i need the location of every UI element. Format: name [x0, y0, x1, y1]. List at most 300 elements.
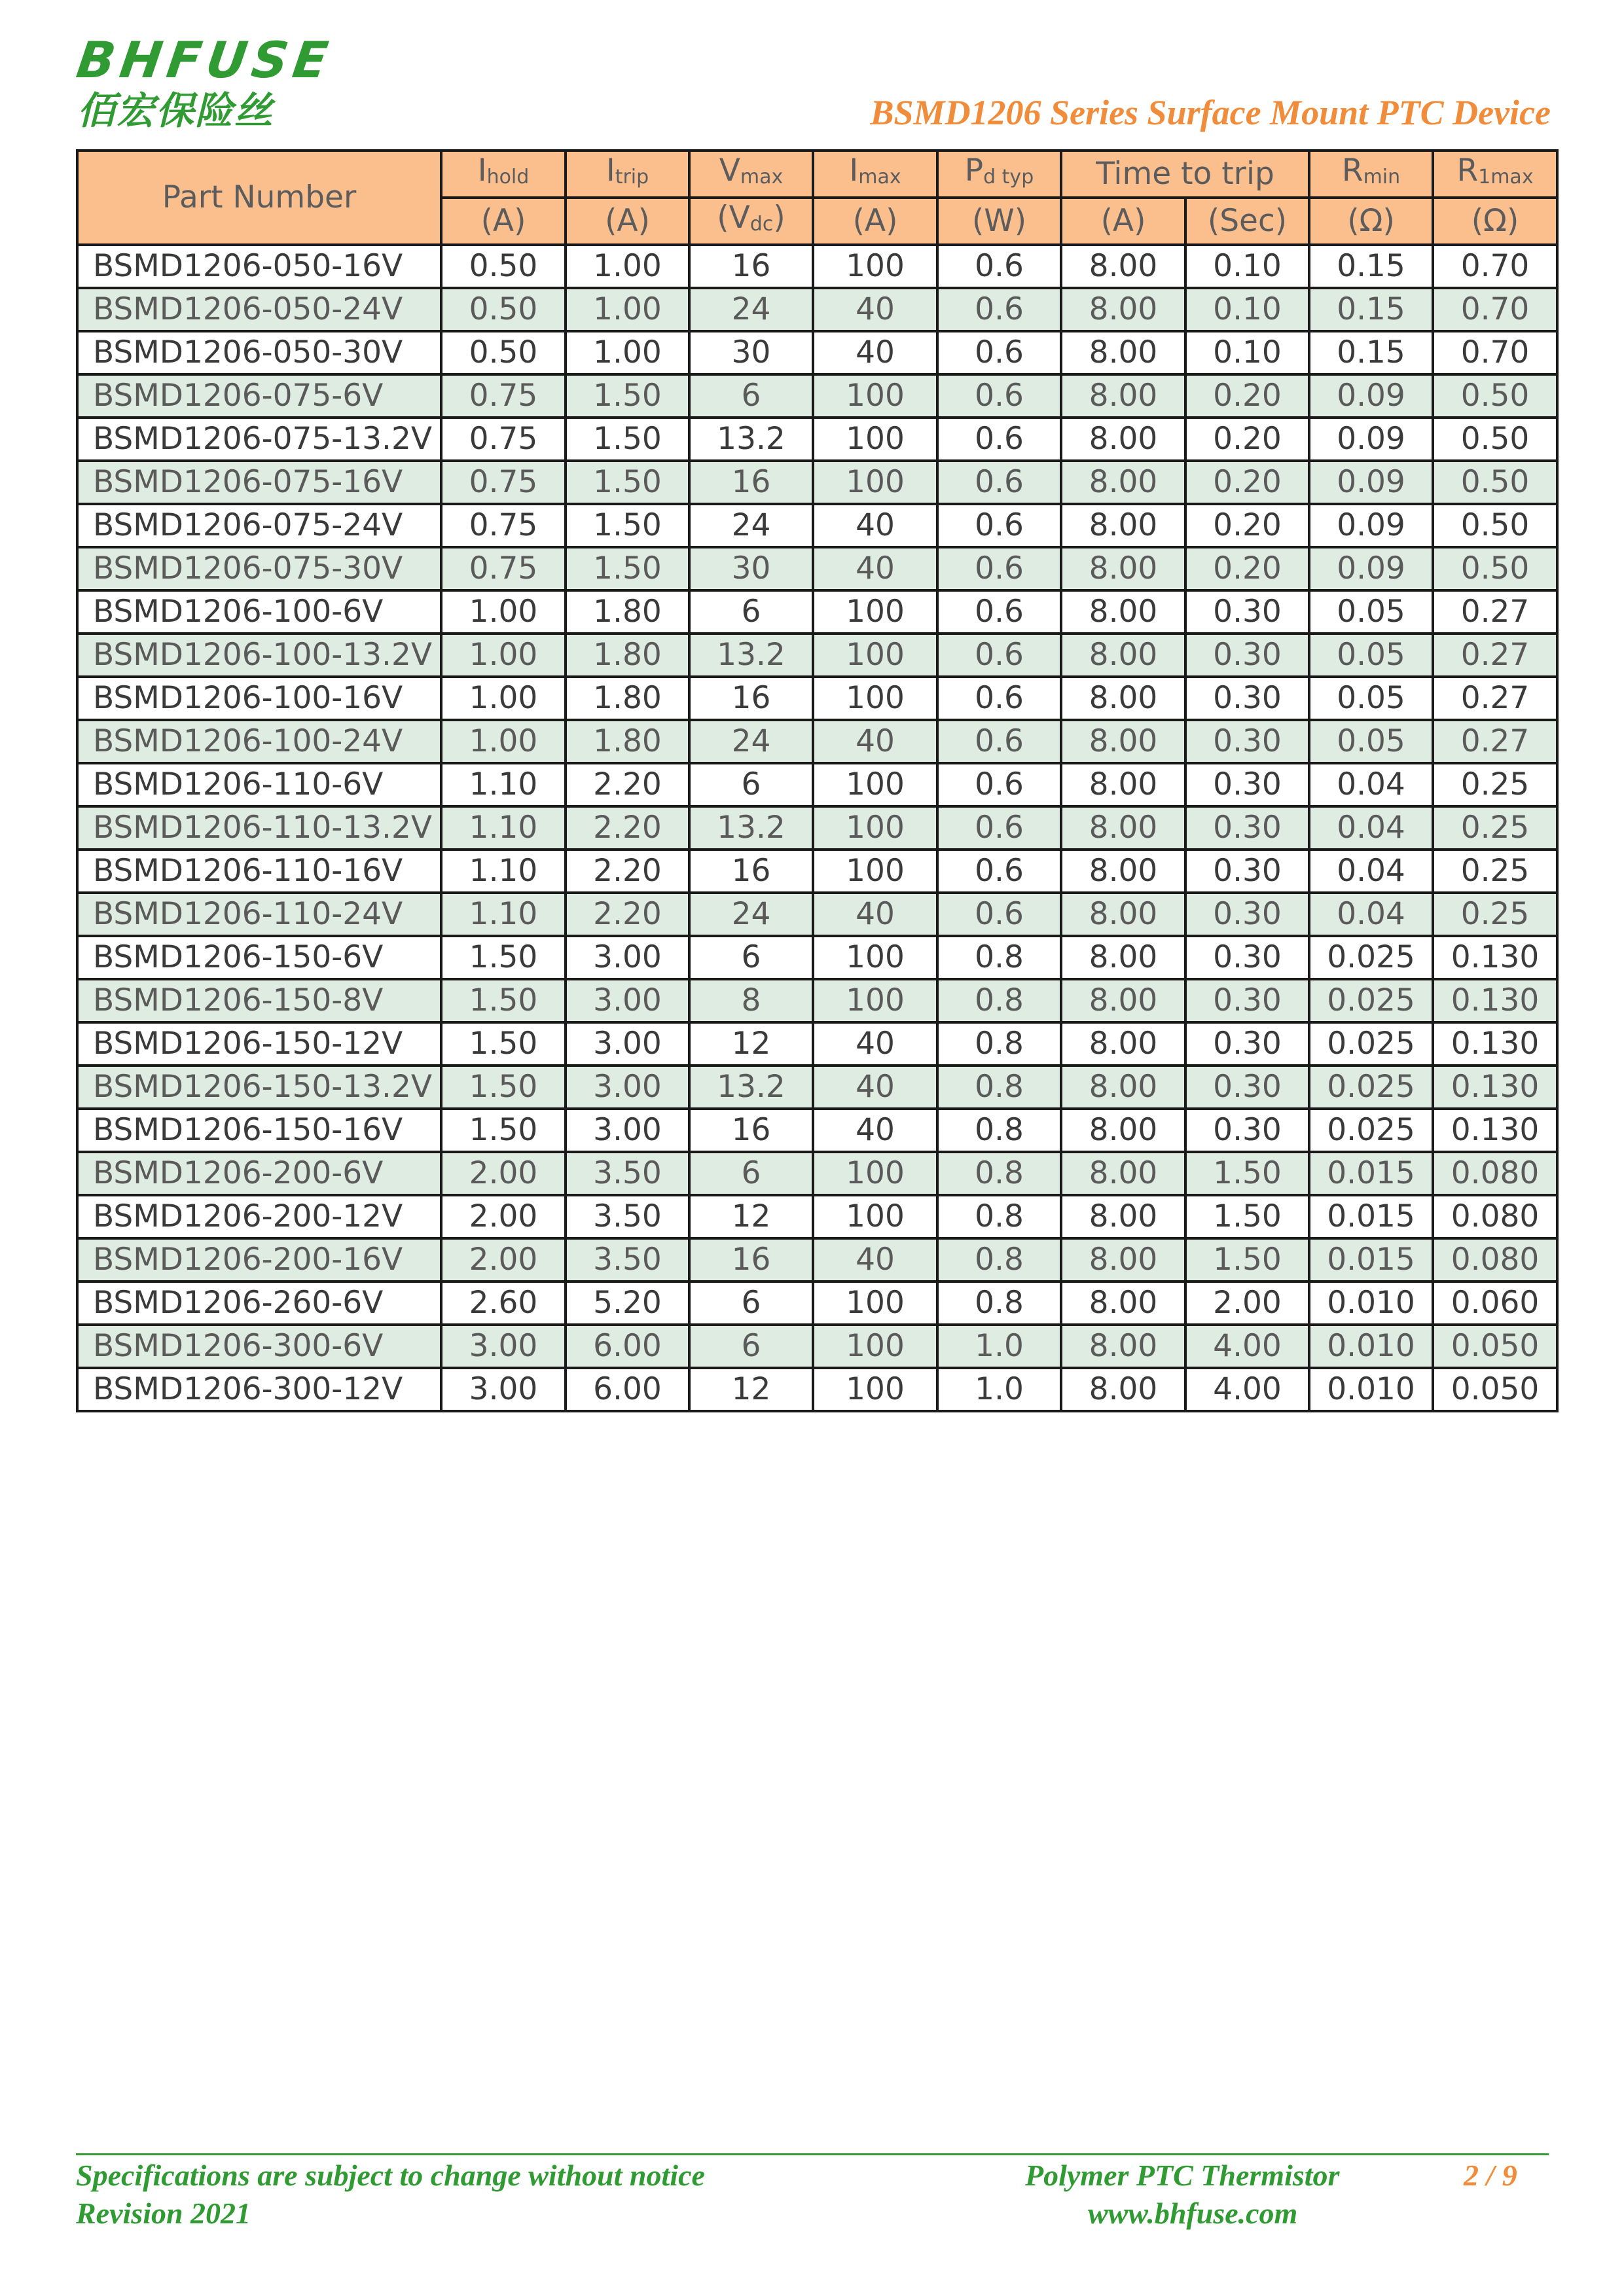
- cell-ttt-time: 0.20: [1185, 461, 1309, 504]
- cell-ttt-time: 0.30: [1185, 763, 1309, 806]
- table-row: [77, 1022, 1557, 1066]
- table-row: [77, 936, 1557, 979]
- cell-r1max: 0.080: [1433, 1238, 1557, 1282]
- cell-itrip: 2.20: [566, 806, 689, 850]
- cell-part-number: BSMD1206-110-24V: [77, 893, 441, 936]
- cell-rmin: 0.05: [1309, 634, 1433, 677]
- table-row: [77, 893, 1557, 936]
- cell-ihold: 0.75: [441, 504, 566, 547]
- cell-rmin: 0.04: [1309, 893, 1433, 936]
- cell-itrip: 3.50: [566, 1152, 689, 1195]
- cell-vmax: 24: [689, 893, 813, 936]
- cell-r1max: 0.060: [1433, 1282, 1557, 1325]
- cell-imax: 40: [813, 331, 937, 374]
- cell-part-number: BSMD1206-050-30V: [77, 331, 441, 374]
- cell-vmax: 16: [689, 677, 813, 720]
- cell-ttt-current: 8.00: [1061, 1195, 1185, 1238]
- unit-pd: (W): [937, 198, 1061, 245]
- cell-ttt-time: 4.00: [1185, 1325, 1309, 1368]
- cell-r1max: 0.70: [1433, 288, 1557, 331]
- cell-pd: 0.6: [937, 763, 1061, 806]
- cell-part-number: BSMD1206-100-13.2V: [77, 634, 441, 677]
- cell-pd: 0.6: [937, 893, 1061, 936]
- cell-vmax: 6: [689, 590, 813, 634]
- cell-imax: 40: [813, 1022, 937, 1066]
- unit-imax: (A): [813, 198, 937, 245]
- cell-vmax: 30: [689, 547, 813, 590]
- cell-itrip: 3.50: [566, 1195, 689, 1238]
- footer-page-number: 2 / 9: [1464, 2159, 1517, 2192]
- cell-ttt-current: 8.00: [1061, 634, 1185, 677]
- table-row: [77, 1368, 1557, 1411]
- cell-ttt-current: 8.00: [1061, 374, 1185, 418]
- footer-website: www.bhfuse.com: [1088, 2197, 1298, 2230]
- cell-itrip: 6.00: [566, 1325, 689, 1368]
- cell-ihold: 1.00: [441, 590, 566, 634]
- table-row: [77, 1238, 1557, 1282]
- unit-itrip: (A): [566, 198, 689, 245]
- footer-divider: [76, 2153, 1549, 2155]
- cell-part-number: BSMD1206-150-16V: [77, 1109, 441, 1152]
- cell-rmin: 0.015: [1309, 1238, 1433, 1282]
- cell-itrip: 1.50: [566, 418, 689, 461]
- cell-rmin: 0.04: [1309, 850, 1433, 893]
- cell-imax: 100: [813, 461, 937, 504]
- cell-itrip: 3.00: [566, 1022, 689, 1066]
- cell-part-number: BSMD1206-200-12V: [77, 1195, 441, 1238]
- cell-vmax: 6: [689, 374, 813, 418]
- spec-table-body: [77, 245, 1557, 1411]
- table-row: [77, 1152, 1557, 1195]
- cell-vmax: 6: [689, 1325, 813, 1368]
- cell-ihold: 1.10: [441, 850, 566, 893]
- cell-rmin: 0.010: [1309, 1368, 1433, 1411]
- cell-ihold: 1.10: [441, 806, 566, 850]
- cell-r1max: 0.27: [1433, 590, 1557, 634]
- cell-itrip: 3.50: [566, 1238, 689, 1282]
- cell-ttt-time: 0.30: [1185, 979, 1309, 1022]
- cell-ttt-time: 0.20: [1185, 374, 1309, 418]
- cell-imax: 100: [813, 418, 937, 461]
- header-pd: $P_{d typ}$: [937, 151, 1061, 198]
- cell-pd: 0.6: [937, 634, 1061, 677]
- cell-pd: 0.6: [937, 288, 1061, 331]
- cell-ttt-current: 8.00: [1061, 806, 1185, 850]
- table-row: [77, 418, 1557, 461]
- cell-pd: 0.6: [937, 331, 1061, 374]
- cell-r1max: 0.130: [1433, 936, 1557, 979]
- table-row: [77, 245, 1557, 288]
- cell-pd: 0.6: [937, 806, 1061, 850]
- cell-rmin: 0.025: [1309, 1109, 1433, 1152]
- cell-part-number: BSMD1206-300-12V: [77, 1368, 441, 1411]
- cell-part-number: BSMD1206-075-30V: [77, 547, 441, 590]
- footer-revision: Revision 2021: [76, 2197, 251, 2230]
- cell-ihold: 1.50: [441, 1022, 566, 1066]
- cell-vmax: 16: [689, 461, 813, 504]
- cell-vmax: 24: [689, 720, 813, 763]
- cell-r1max: 0.050: [1433, 1325, 1557, 1368]
- table-row: [77, 1325, 1557, 1368]
- cell-vmax: 12: [689, 1022, 813, 1066]
- cell-ttt-time: 0.30: [1185, 1022, 1309, 1066]
- cell-ttt-time: 0.30: [1185, 634, 1309, 677]
- cell-r1max: 0.50: [1433, 418, 1557, 461]
- cell-rmin: 0.15: [1309, 288, 1433, 331]
- unit-ttt-time: (Sec): [1185, 198, 1309, 245]
- cell-part-number: BSMD1206-260-6V: [77, 1282, 441, 1325]
- cell-imax: 100: [813, 763, 937, 806]
- table-row: [77, 850, 1557, 893]
- cell-r1max: 0.130: [1433, 1109, 1557, 1152]
- cell-ihold: 2.00: [441, 1195, 566, 1238]
- cell-rmin: 0.010: [1309, 1325, 1433, 1368]
- cell-ttt-time: 0.20: [1185, 418, 1309, 461]
- cell-itrip: 1.80: [566, 590, 689, 634]
- cell-ttt-time: 0.30: [1185, 1109, 1309, 1152]
- cell-imax: 40: [813, 1066, 937, 1109]
- cell-pd: 1.0: [937, 1368, 1061, 1411]
- cell-itrip: 2.20: [566, 893, 689, 936]
- cell-rmin: 0.010: [1309, 1282, 1433, 1325]
- cell-ttt-time: 0.10: [1185, 288, 1309, 331]
- table-row: [77, 504, 1557, 547]
- cell-pd: 0.6: [937, 547, 1061, 590]
- cell-rmin: 0.025: [1309, 936, 1433, 979]
- header-vmax: $V_{max}$: [689, 151, 813, 198]
- cell-part-number: BSMD1206-100-24V: [77, 720, 441, 763]
- cell-ttt-current: 8.00: [1061, 461, 1185, 504]
- cell-ttt-time: 0.30: [1185, 850, 1309, 893]
- cell-pd: 0.8: [937, 1022, 1061, 1066]
- cell-part-number: BSMD1206-110-13.2V: [77, 806, 441, 850]
- cell-ttt-current: 8.00: [1061, 590, 1185, 634]
- cell-ihold: 0.75: [441, 418, 566, 461]
- cell-vmax: 8: [689, 979, 813, 1022]
- cell-ttt-current: 8.00: [1061, 418, 1185, 461]
- table-row: [77, 590, 1557, 634]
- header-r1max: $R_{1max}$: [1433, 151, 1557, 198]
- cell-rmin: 0.05: [1309, 590, 1433, 634]
- cell-part-number: BSMD1206-200-16V: [77, 1238, 441, 1282]
- cell-r1max: 0.27: [1433, 677, 1557, 720]
- cell-rmin: 0.15: [1309, 245, 1433, 288]
- cell-ttt-current: 8.00: [1061, 720, 1185, 763]
- cell-ttt-time: 0.10: [1185, 331, 1309, 374]
- cell-ihold: 0.75: [441, 547, 566, 590]
- cell-itrip: 3.00: [566, 979, 689, 1022]
- cell-vmax: 6: [689, 936, 813, 979]
- cell-part-number: BSMD1206-150-12V: [77, 1022, 441, 1066]
- cell-imax: 100: [813, 1152, 937, 1195]
- cell-imax: 40: [813, 288, 937, 331]
- cell-imax: 100: [813, 850, 937, 893]
- cell-pd: 0.8: [937, 1282, 1061, 1325]
- cell-r1max: 0.050: [1433, 1368, 1557, 1411]
- cell-ihold: 0.75: [441, 461, 566, 504]
- cell-pd: 0.6: [937, 461, 1061, 504]
- cell-ttt-time: 4.00: [1185, 1368, 1309, 1411]
- cell-vmax: 6: [689, 763, 813, 806]
- cell-ttt-time: 0.30: [1185, 1066, 1309, 1109]
- cell-pd: 0.8: [937, 1109, 1061, 1152]
- cell-itrip: 1.50: [566, 504, 689, 547]
- table-row: [77, 720, 1557, 763]
- table-row: [77, 331, 1557, 374]
- cell-ttt-time: 2.00: [1185, 1282, 1309, 1325]
- cell-rmin: 0.09: [1309, 418, 1433, 461]
- cell-vmax: 13.2: [689, 806, 813, 850]
- cell-pd: 0.6: [937, 720, 1061, 763]
- cell-part-number: BSMD1206-075-24V: [77, 504, 441, 547]
- cell-part-number: BSMD1206-075-13.2V: [77, 418, 441, 461]
- cell-r1max: 0.130: [1433, 979, 1557, 1022]
- cell-rmin: 0.025: [1309, 1066, 1433, 1109]
- cell-r1max: 0.70: [1433, 245, 1557, 288]
- cell-imax: 100: [813, 979, 937, 1022]
- cell-rmin: 0.04: [1309, 806, 1433, 850]
- cell-itrip: 1.50: [566, 547, 689, 590]
- table-row: [77, 634, 1557, 677]
- cell-r1max: 0.130: [1433, 1066, 1557, 1109]
- cell-vmax: 13.2: [689, 418, 813, 461]
- cell-ttt-time: 0.20: [1185, 547, 1309, 590]
- cell-imax: 100: [813, 677, 937, 720]
- cell-rmin: 0.09: [1309, 547, 1433, 590]
- table-row: [77, 1109, 1557, 1152]
- cell-r1max: 0.25: [1433, 850, 1557, 893]
- cell-pd: 0.8: [937, 1238, 1061, 1282]
- cell-imax: 100: [813, 1368, 937, 1411]
- cell-vmax: 16: [689, 245, 813, 288]
- cell-rmin: 0.05: [1309, 677, 1433, 720]
- cell-rmin: 0.05: [1309, 720, 1433, 763]
- cell-ihold: 1.50: [441, 979, 566, 1022]
- cell-ttt-current: 8.00: [1061, 893, 1185, 936]
- cell-r1max: 0.25: [1433, 806, 1557, 850]
- cell-ttt-current: 8.00: [1061, 1325, 1185, 1368]
- cell-r1max: 0.50: [1433, 504, 1557, 547]
- cell-vmax: 12: [689, 1195, 813, 1238]
- table-row: [77, 1195, 1557, 1238]
- unit-rmin: (Ω): [1309, 198, 1433, 245]
- cell-imax: 100: [813, 806, 937, 850]
- cell-itrip: 1.50: [566, 461, 689, 504]
- cell-r1max: 0.25: [1433, 763, 1557, 806]
- footer-product: Polymer PTC Thermistor: [1025, 2159, 1340, 2192]
- cell-imax: 100: [813, 590, 937, 634]
- cell-ttt-current: 8.00: [1061, 850, 1185, 893]
- table-row: [77, 288, 1557, 331]
- cell-r1max: 0.080: [1433, 1195, 1557, 1238]
- cell-r1max: 0.70: [1433, 331, 1557, 374]
- header-rmin: $R_{min}$: [1309, 151, 1433, 198]
- cell-ihold: 3.00: [441, 1368, 566, 1411]
- cell-pd: 0.6: [937, 850, 1061, 893]
- cell-vmax: 16: [689, 1238, 813, 1282]
- cell-itrip: 1.00: [566, 288, 689, 331]
- cell-ttt-time: 0.30: [1185, 720, 1309, 763]
- table-row: [77, 1282, 1557, 1325]
- header-time-to-trip: Time to trip: [1061, 151, 1309, 198]
- cell-ttt-current: 8.00: [1061, 504, 1185, 547]
- cell-r1max: 0.25: [1433, 893, 1557, 936]
- cell-part-number: BSMD1206-050-16V: [77, 245, 441, 288]
- cell-imax: 40: [813, 1238, 937, 1282]
- cell-part-number: BSMD1206-150-8V: [77, 979, 441, 1022]
- cell-vmax: 12: [689, 1368, 813, 1411]
- cell-r1max: 0.080: [1433, 1152, 1557, 1195]
- header-imax: $I_{max}$: [813, 151, 937, 198]
- cell-ttt-current: 8.00: [1061, 1282, 1185, 1325]
- cell-imax: 100: [813, 1282, 937, 1325]
- cell-ttt-current: 8.00: [1061, 1109, 1185, 1152]
- cell-vmax: 13.2: [689, 1066, 813, 1109]
- cell-ihold: 2.00: [441, 1238, 566, 1282]
- cell-rmin: 0.09: [1309, 504, 1433, 547]
- cell-ttt-time: 0.10: [1185, 245, 1309, 288]
- cell-itrip: 1.00: [566, 245, 689, 288]
- cell-ttt-time: 0.30: [1185, 677, 1309, 720]
- cell-itrip: 1.80: [566, 720, 689, 763]
- cell-ttt-time: 0.30: [1185, 893, 1309, 936]
- cell-itrip: 6.00: [566, 1368, 689, 1411]
- cell-r1max: 0.27: [1433, 720, 1557, 763]
- cell-itrip: 5.20: [566, 1282, 689, 1325]
- cell-r1max: 0.27: [1433, 634, 1557, 677]
- cell-ihold: 2.00: [441, 1152, 566, 1195]
- cell-ttt-current: 8.00: [1061, 677, 1185, 720]
- cell-ttt-current: 8.00: [1061, 936, 1185, 979]
- cell-imax: 100: [813, 1195, 937, 1238]
- cell-rmin: 0.025: [1309, 1022, 1433, 1066]
- cell-part-number: BSMD1206-110-6V: [77, 763, 441, 806]
- cell-ttt-time: 0.30: [1185, 590, 1309, 634]
- cell-vmax: 6: [689, 1282, 813, 1325]
- cell-ihold: 0.50: [441, 288, 566, 331]
- table-row: [77, 806, 1557, 850]
- cell-vmax: 6: [689, 1152, 813, 1195]
- cell-part-number: BSMD1206-200-6V: [77, 1152, 441, 1195]
- header-part-number: Part Number: [77, 151, 441, 245]
- cell-part-number: BSMD1206-100-16V: [77, 677, 441, 720]
- cell-imax: 40: [813, 504, 937, 547]
- cell-ttt-time: 1.50: [1185, 1195, 1309, 1238]
- cell-ihold: 2.60: [441, 1282, 566, 1325]
- cell-itrip: 3.00: [566, 1109, 689, 1152]
- cell-ihold: 1.50: [441, 1109, 566, 1152]
- cell-imax: 40: [813, 1109, 937, 1152]
- header-ihold: $I_{hold}$: [441, 151, 566, 198]
- cell-rmin: 0.15: [1309, 331, 1433, 374]
- cell-pd: 0.8: [937, 979, 1061, 1022]
- cell-ihold: 1.00: [441, 720, 566, 763]
- company-logo: [73, 31, 337, 139]
- unit-ttt-current: (A): [1061, 198, 1185, 245]
- cell-rmin: 0.015: [1309, 1195, 1433, 1238]
- cell-r1max: 0.50: [1433, 374, 1557, 418]
- cell-ttt-current: 8.00: [1061, 763, 1185, 806]
- cell-pd: 0.8: [937, 1152, 1061, 1195]
- cell-r1max: 0.130: [1433, 1022, 1557, 1066]
- cell-vmax: 24: [689, 504, 813, 547]
- cell-pd: 1.0: [937, 1325, 1061, 1368]
- cell-imax: 40: [813, 720, 937, 763]
- cell-vmax: 24: [689, 288, 813, 331]
- cell-part-number: BSMD1206-110-16V: [77, 850, 441, 893]
- cell-ttt-current: 8.00: [1061, 547, 1185, 590]
- cell-rmin: 0.09: [1309, 461, 1433, 504]
- table-header-row: [77, 151, 1557, 198]
- cell-ttt-current: 8.00: [1061, 1152, 1185, 1195]
- table-row: [77, 763, 1557, 806]
- cell-pd: 0.8: [937, 1066, 1061, 1109]
- cell-ihold: 1.50: [441, 1066, 566, 1109]
- cell-imax: 100: [813, 936, 937, 979]
- table-row: [77, 461, 1557, 504]
- cell-ihold: 0.75: [441, 374, 566, 418]
- cell-vmax: 16: [689, 1109, 813, 1152]
- cell-ttt-current: 8.00: [1061, 1066, 1185, 1109]
- cell-vmax: 16: [689, 850, 813, 893]
- cell-rmin: 0.09: [1309, 374, 1433, 418]
- cell-ihold: 1.00: [441, 634, 566, 677]
- cell-itrip: 2.20: [566, 763, 689, 806]
- cell-itrip: 3.00: [566, 1066, 689, 1109]
- cell-ttt-current: 8.00: [1061, 245, 1185, 288]
- cell-vmax: 30: [689, 331, 813, 374]
- cell-pd: 0.8: [937, 936, 1061, 979]
- unit-r1max: (Ω): [1433, 198, 1557, 245]
- cell-pd: 0.6: [937, 245, 1061, 288]
- table-row: [77, 677, 1557, 720]
- cell-ttt-current: 8.00: [1061, 1368, 1185, 1411]
- spec-table: [76, 149, 1559, 1412]
- cell-ttt-current: 8.00: [1061, 288, 1185, 331]
- cell-imax: 40: [813, 547, 937, 590]
- cell-imax: 40: [813, 893, 937, 936]
- cell-itrip: 1.50: [566, 374, 689, 418]
- cell-ihold: 3.00: [441, 1325, 566, 1368]
- cell-part-number: BSMD1206-075-6V: [77, 374, 441, 418]
- cell-itrip: 1.00: [566, 331, 689, 374]
- document-title: BSMD1206 Series Surface Mount PTC Device: [870, 93, 1551, 132]
- table-row: [77, 1066, 1557, 1109]
- unit-vmax: $(V_{dc})$: [689, 198, 813, 245]
- cell-imax: 100: [813, 634, 937, 677]
- cell-ttt-current: 8.00: [1061, 1238, 1185, 1282]
- cell-ttt-time: 0.30: [1185, 806, 1309, 850]
- table-row: [77, 979, 1557, 1022]
- cell-ihold: 1.50: [441, 936, 566, 979]
- cell-ttt-time: 1.50: [1185, 1152, 1309, 1195]
- cell-ttt-time: 0.30: [1185, 936, 1309, 979]
- table-row: [77, 547, 1557, 590]
- cell-part-number: BSMD1206-075-16V: [77, 461, 441, 504]
- cell-part-number: BSMD1206-150-6V: [77, 936, 441, 979]
- table-row: [77, 374, 1557, 418]
- cell-pd: 0.6: [937, 677, 1061, 720]
- unit-ihold: (A): [441, 198, 566, 245]
- cell-imax: 100: [813, 1325, 937, 1368]
- cell-ttt-current: 8.00: [1061, 979, 1185, 1022]
- cell-part-number: BSMD1206-150-13.2V: [77, 1066, 441, 1109]
- cell-vmax: 13.2: [689, 634, 813, 677]
- cell-ihold: 1.10: [441, 763, 566, 806]
- cell-r1max: 0.50: [1433, 461, 1557, 504]
- cell-pd: 0.6: [937, 418, 1061, 461]
- header-itrip: $I_{trip}$: [566, 151, 689, 198]
